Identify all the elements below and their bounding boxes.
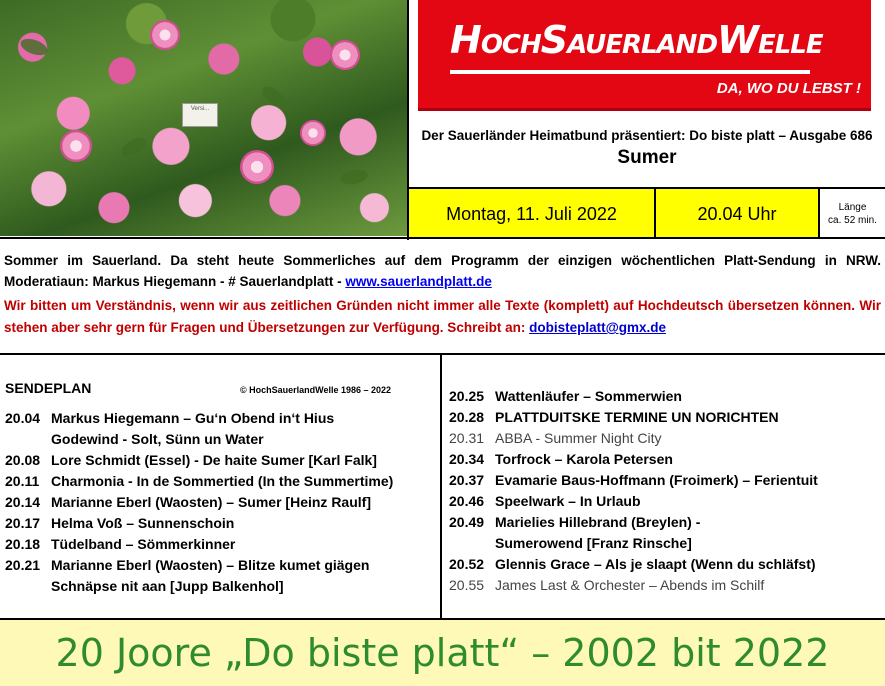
schedule-entry	[449, 533, 881, 554]
schedule-entry	[449, 554, 881, 575]
broadcast-length	[820, 189, 885, 239]
entry-time: 20.49	[449, 514, 485, 530]
entry-time: 20.18	[5, 536, 41, 552]
schedule-entry	[5, 576, 437, 597]
entry-time	[5, 576, 51, 597]
entry-time: 20.21	[5, 557, 41, 573]
logo-tagline: DA, WO DU LEBST !	[716, 80, 861, 97]
rose-photo	[0, 0, 407, 236]
entry-time: 20.17	[5, 515, 41, 531]
entry-title: Lore Schmidt (Essel) - De haite Sumer [Karl Falk]	[51, 452, 377, 468]
entry-time: 20.11	[5, 473, 40, 489]
hochsauerlandwelle-logo	[418, 0, 871, 111]
schedule-right-column	[449, 386, 881, 596]
schedule-entry	[5, 513, 437, 534]
entry-title: Speelwark – In Urlaub	[495, 493, 641, 509]
entry-time	[5, 429, 51, 450]
schedule-entry	[449, 575, 881, 596]
broadcast-info	[409, 187, 885, 239]
translation-notice: Wir bitten um Verständnis, wenn wir aus zeitlichen Gründen nicht immer alle Texte (komplett) auf Hochdeutsch übersetzen können. Wir stehen aber sehr gern für Fragen und Übersetzungen zur Verfügung. Schreibt an: dobisteplatt@gmx.de	[4, 298, 881, 335]
entry-time: 20.14	[5, 494, 41, 510]
schedule-entry	[449, 512, 881, 533]
entry-time: 20.25	[449, 388, 485, 404]
schedule-divider	[440, 355, 442, 619]
anniversary-text: 20 Joore „Do biste platt“ – 2002 bit 2022	[55, 631, 830, 675]
entry-time: 20.55	[449, 577, 485, 593]
entry-time: 20.04	[5, 410, 41, 426]
anniversary-banner	[0, 620, 885, 686]
divider-line	[0, 237, 885, 239]
entry-title: Schnäpse nit aan [Jupp Balkenhol]	[51, 578, 284, 594]
schedule-entry	[5, 534, 437, 555]
schedule-entry	[449, 491, 881, 512]
copyright-note: © HochSauerlandWelle 1986 – 2022	[240, 385, 392, 395]
schedule-entry	[5, 429, 437, 450]
logo-wordmark: HOCHSAUERLANDWELLE	[450, 18, 823, 62]
entry-time: 20.31	[449, 430, 485, 446]
schedule-entry	[5, 471, 437, 492]
entry-time: 20.46	[449, 493, 485, 509]
website-link[interactable]: www.sauerlandplatt.de	[345, 274, 492, 289]
schedule-entry	[449, 470, 881, 491]
entry-time	[449, 533, 495, 554]
divider-line	[0, 353, 885, 355]
entry-title: James Last & Orchester – Abends im Schilf	[495, 577, 765, 593]
presenter-line: Der Sauerländer Heimatbund präsentiert: Do biste platt – Ausgabe 686	[421, 128, 873, 143]
entry-title: ABBA - Summer Night City	[495, 430, 662, 446]
entry-title: Helma Voß – Sunnenschoin	[51, 515, 235, 531]
entry-title: Glennis Grace – Als je slaapt (Wenn du schläfst)	[495, 556, 816, 572]
entry-time: 20.28	[449, 409, 485, 425]
entry-title: Charmonia - In de Sommertied (In the Summertime)	[51, 473, 394, 489]
broadcast-time: 20.04 Uhr	[656, 189, 820, 239]
schedule-entry	[5, 492, 437, 513]
entry-title: PLATTDUITSKE TERMINE UN NORICHTEN	[495, 409, 779, 425]
intro-paragraph: Sommer im Sauerland. Da steht heute Sommerliches auf dem Programm der einzigen wöchentlichen Platt-Sendung in NRW. Moderatiaun: Markus Hiegemann - # Sauerlandplatt - www.sauerlandplatt.de	[4, 253, 881, 289]
entry-title: Wattenläufer – Sommerwien	[495, 388, 682, 404]
schedule-entry	[449, 407, 881, 428]
entry-time: 20.08	[5, 452, 41, 468]
entry-title: Godewind - Solt, Sünn un Water	[51, 431, 264, 447]
entry-title: Marianne Eberl (Waosten) – Blitze kumet giägen	[51, 557, 370, 573]
plant-label: Versi...	[182, 103, 218, 127]
email-link[interactable]: dobisteplatt@gmx.de	[529, 320, 667, 335]
episode-title: Sumer	[617, 147, 677, 168]
entry-time: 20.52	[449, 556, 485, 572]
entry-title: Sumerowend [Franz Rinsche]	[495, 535, 692, 551]
logo-underline	[450, 70, 810, 74]
length-value: ca. 52 min.	[828, 215, 877, 226]
schedule-entry	[449, 449, 881, 470]
schedule-entry	[5, 408, 437, 429]
entry-title: Evamarie Baus-Hoffmann (Froimerk) – Ferientuit	[495, 472, 818, 488]
schedule-entry	[5, 450, 437, 471]
schedule-entry	[449, 428, 881, 449]
entry-title: Tüdelband – Sömmerkinner	[51, 536, 236, 552]
entry-title: Marielies Hillebrand (Breylen) -	[495, 514, 701, 530]
length-label: Länge	[838, 202, 867, 213]
schedule-entry	[449, 386, 881, 407]
schedule-heading: SENDEPLAN	[5, 380, 92, 396]
entry-title: Markus Hiegemann – Gu‘n Obend in‘t Hius	[51, 410, 335, 426]
schedule-entry	[5, 555, 437, 576]
entry-time: 20.34	[449, 451, 485, 467]
entry-time: 20.37	[449, 472, 485, 488]
entry-title: Marianne Eberl (Waosten) – Sumer [Heinz Raulf]	[51, 494, 371, 510]
entry-title: Torfrock – Karola Petersen	[495, 451, 673, 467]
broadcast-date: Montag, 11. Juli 2022	[409, 189, 656, 239]
schedule-left-column	[5, 408, 437, 597]
